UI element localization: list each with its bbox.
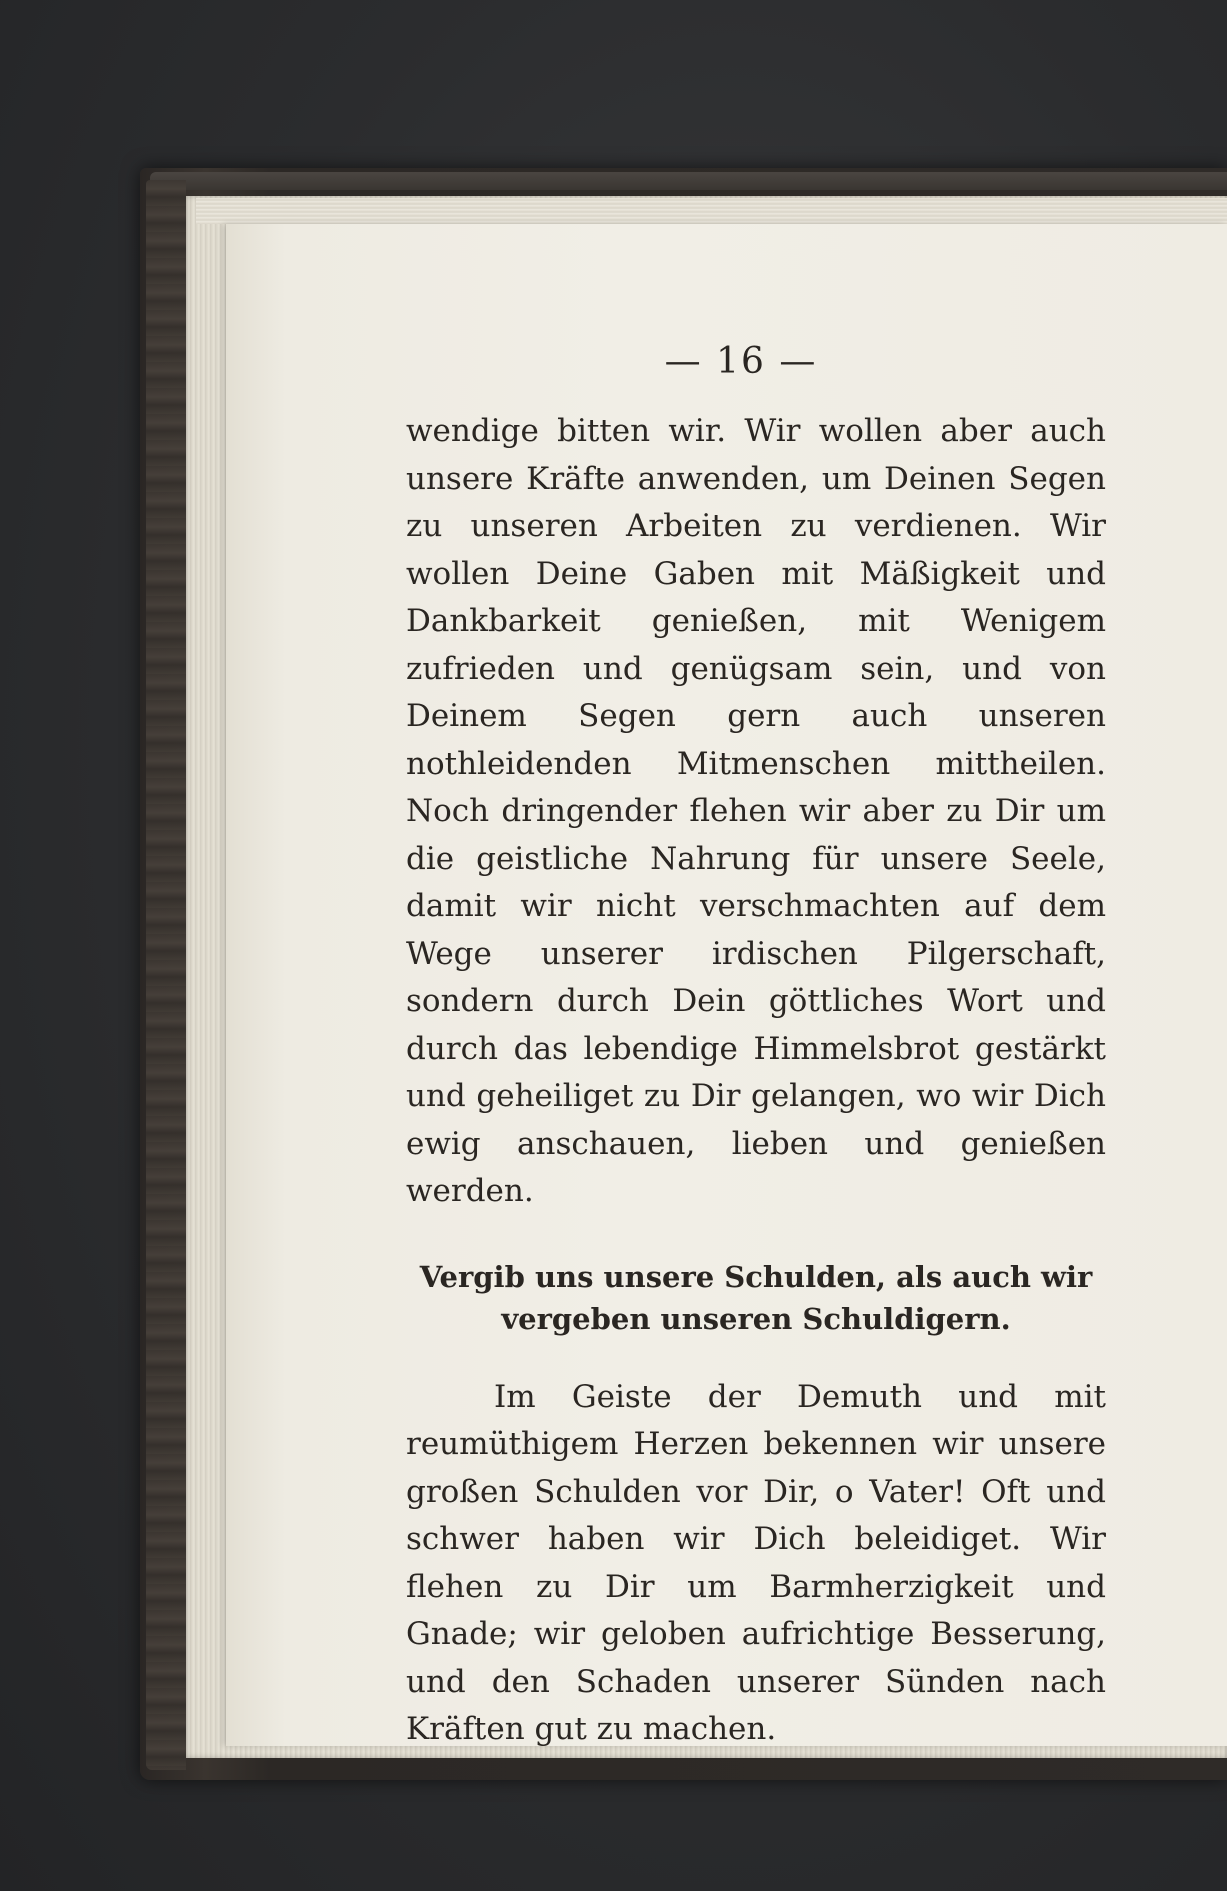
section-heading-line: Vergib uns unsere Schulden, als auch wir — [419, 1259, 1093, 1294]
page-number: — 16 — — [664, 341, 818, 382]
section-heading — [406, 1256, 1106, 1340]
book-cover-top-edge — [150, 172, 1227, 190]
book-spine-edge — [146, 180, 186, 1770]
paragraph: wendige bitten wir. Wir wollen aber auch unsere Kräfte anwenden, um Deinen Segen zu unseren Arbeiten zu verdienen. Wir wollen Deine Gaben mit Mäßigkeit und Dankbarkeit genießen, mit Wenigem zufrieden und genügsam sein, und von Deinem Segen gern auch unseren nothleidenden Mitmenschen mittheilen. Noch dringender flehen wir aber zu Dir um die geistliche Nahrung für unsere Seele, damit wir nicht verschmachten auf dem Wege unserer irdischen Pilgerschaft, sondern durch Dein göttliches Wort und durch das lebendige Himmelsbrot gestärkt und geheiliget zu Dir gelangen, wo wir Dich ewig anschauen, lieben und genießen werden. — [406, 413, 1106, 1209]
page-text-block — [406, 342, 1106, 1754]
page-stack-top-edges — [196, 198, 1227, 224]
book-page — [226, 224, 1227, 1746]
paragraph: Im Geiste der Demuth und mit reumüthigem Herzen bekennen wir unsere großen Schulden vor Dir, o Vater! Oft und schwer haben wir Dich beleidiget. Wir flehen zu Dir um Barmherzigkeit und Gnade; wir geloben aufrichtige Besserung, und den Schaden unserer Sünden nach Kräften gut zu machen. — [406, 1378, 1106, 1747]
section-heading-line: vergeben unseren Schuldigern. — [501, 1301, 1011, 1336]
